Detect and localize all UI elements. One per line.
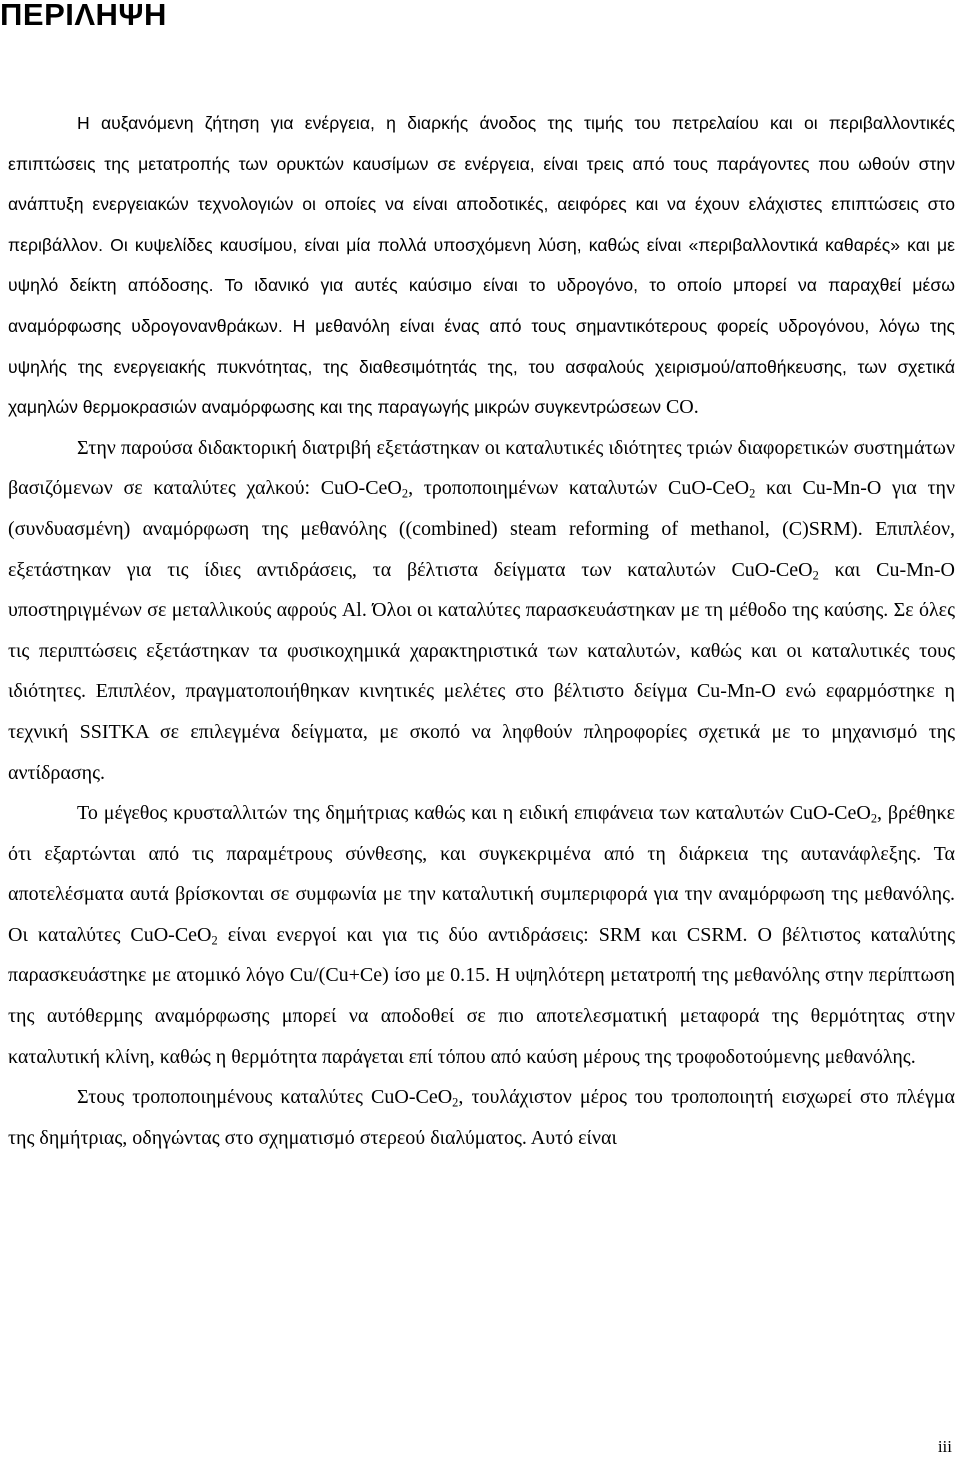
paragraph-1-co: CO <box>665 396 694 419</box>
paragraph-4-part-1: Στους τροποποιημένους καταλύτες CuO-CeO <box>77 1086 453 1109</box>
paragraph-2-part-2: , τροποποιημένων καταλυτών CuO-CeO <box>408 477 750 500</box>
paragraph-1-intro: Η αυξανόμενη ζήτηση για ενέργεια, η διαρκής άνοδος της τιμής του πετρελαίου και οι περιβαλλοντικές επιπτώσεις της μετατροπής των ορυκτών καυσίμων σε ενέργεια, είναι τρεις από τους παράγοντες που ωθούν στην ανάπτυξη ενεργειακών τεχνολογιών οι οποίες να είναι αποδοτικές, αειφόρες και να έχουν ελάχιστες επιπτώσεις στο περιβάλλον. <box>8 113 955 255</box>
paragraph-1-hydrogen: Το ιδανικό για αυτές καύσιμο είναι το υδρογόνο, το οποίο μπορεί να παραχθεί μέσω αναμόρφωσης υδρογονανθράκων. <box>8 275 955 336</box>
subscript-2: 2 <box>401 487 409 502</box>
page-title: ΠΕΡΙΛΗΨΗ <box>0 0 167 32</box>
paragraph-3 <box>8 793 955 1077</box>
subscript-2: 2 <box>452 1095 459 1110</box>
subscript-2: 2 <box>211 933 218 948</box>
abstract-body <box>8 103 955 1158</box>
paragraph-2-part-3: και Cu-Mn-O για την (συνδυασμένη) αναμόρφωση της μεθανόλης ((combined) steam reforming of methanol, (C)SRM). Επιπλέον, εξετάστηκαν για τις ίδιες αντιδράσεις, τα βέλτιστα δείγματα των καταλυτών CuO-CeO <box>8 477 955 581</box>
paragraph-3-part-2: , βρέθηκε ότι εξαρτώνται από τις παραμέτρους σύνθεσης, και συγκεκριμένα από τη διάρκεια της αυτανάφλεξης. Τα αποτελέσματα αυτά βρίσκονται σε συμφωνία με την καταλυτική συμπεριφορά για την αναμόρφωση της μεθανόλης. Οι καταλύτες CuO-CeO <box>8 802 955 946</box>
paragraph-1-fuel-cells: Οι κυψελίδες καυσίμου, είναι μία πολλά υποσχόμενη λύση, καθώς είναι «περιβαλλοντικά καθαρές» και με υψηλό δείκτη απόδοσης. <box>8 234 955 296</box>
paragraph-2 <box>8 428 955 793</box>
subscript-2: 2 <box>749 487 756 502</box>
paragraph-1-end: . <box>693 396 699 419</box>
paragraph-4-part-2: , τουλάχιστον μέρος του τροποποιητή εισχωρεί στο πλέγμα της δημήτριας, οδηγώντας στο σχηματισμό στερεού διαλύματος. Αυτό είναι <box>8 1086 955 1149</box>
page-number: iii <box>937 1437 952 1456</box>
paragraph-2-part-4: και Cu-Mn-O υποστηριγμένων σε μεταλλικούς αφρούς Al. Όλοι οι καταλύτες παρασκευάστηκαν με τη μέθοδο της καύσης. Σε όλες τις περιπτώσεις εξετάστηκαν τα φυσικοχημικά χαρακτηριστικά των καταλυτών, καθώς και οι καταλυτικές τους ιδιότητες. Επιπλέον, πραγματοποιήθηκαν κινητικές μελέτες στο βέλτιστο δείγμα Cu-Mn-O ενώ εφαρμόστηκε η τεχνική SSITKA σε επιλεγμένα δείγματα, με σκοπό να ληφθούν πληροφορίες σχετικά με το μηχανισμό της αντίδρασης. <box>8 558 955 784</box>
subscript-2: 2 <box>870 811 878 826</box>
subscript-2: 2 <box>812 568 819 583</box>
paragraph-1 <box>8 103 955 428</box>
paragraph-4 <box>8 1077 955 1158</box>
paragraph-1-methanol: Η μεθανόλη είναι ένας από τους σημαντικότερους φορείς υδρογόνου, λόγω της υψηλής της ενεργειακής πυκνότητας, της διαθεσιμότητάς της, του ασφαλούς χειρισμού/αποθήκευσης, των σχετικά χαμηλών θερμοκρασιών αναμόρφωσης και της παραγωγής μικρών συγκεντρώσεων <box>8 315 955 418</box>
paragraph-2-part-1: Στην παρούσα διδακτορική διατριβή εξετάστηκαν οι καταλυτικές ιδιότητες τριών διαφορετικών συστημάτων βασιζόμενων σε καταλύτες χαλκού: CuO-CeO <box>8 436 955 500</box>
paragraph-3-part-1: Το μέγεθος κρυσταλλιτών της δημήτριας καθώς και η ειδική επιφάνεια των καταλυτών CuO-CeO <box>77 802 871 825</box>
paragraph-3-part-3: είναι ενεργοί και για τις δύο αντιδράσεις: SRM και CSRM. Ο βέλτιστος καταλύτης παρασκευάστηκε με ατομικό λόγο Cu/(Cu+Ce) ίσο με 0.15. Η υψηλότερη μετατροπή της μεθανόλης στην περίπτωση της αυτόθερμης αναμόρφωσης μπορεί να αποδοθεί σε πιο αποτελεσματική μεταφορά της θερμότητας στην καταλυτική κλίνη, καθώς η θερμότητα παράγεται επί τόπου από καύση μέρους της τροφοδοτούμενης μεθανόλης. <box>8 923 956 1068</box>
